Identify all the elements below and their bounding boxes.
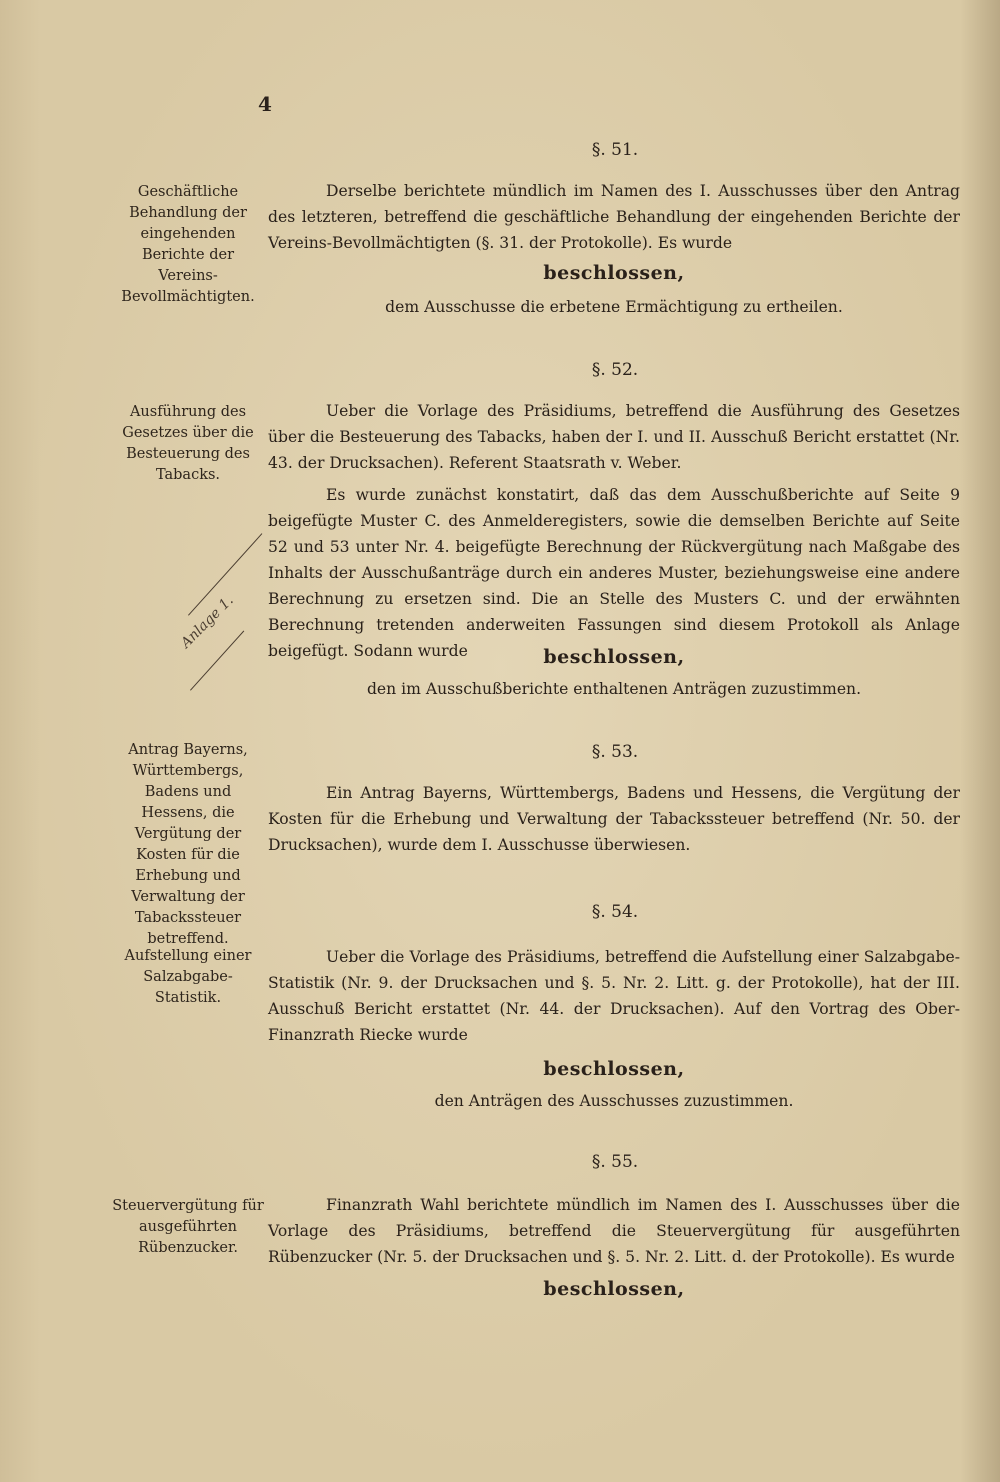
section-54-heading: §. 54. bbox=[591, 902, 639, 922]
page-number: 4 bbox=[258, 92, 272, 116]
section-51-resolution: dem Ausschusse die erbetene Ermächtigung zu ertheilen. bbox=[385, 298, 843, 316]
section-52-resolution: den im Ausschußberichte enthaltenen Anträgen zuzustimmen. bbox=[366, 680, 862, 698]
section-53-text: Ein Antrag Bayerns, Württembergs, Badens und Hessens, die Vergütung der Kosten für die Erhebung und Verwaltung der Tabackssteuer betreffend (Nr. 50. der Drucksachen), wurde dem I. Ausschusse überwiesen. bbox=[268, 784, 960, 854]
section-54-text: Ueber die Vorlage des Präsidiums, betreffend die Aufstellung einer Salzabgabe-Statistik (Nr. 9. der Drucksachen und §. 5. Nr. 2. Litt. g. der Protokolle), hat der III. Ausschuß Bericht erstattet (Nr. 44. der Drucksachen). Auf den Vortrag des Ober-Finanzrath Riecke wurde bbox=[268, 948, 960, 1044]
section-54-margin-note: Aufstellung einer Salzabgabe-Statistik. bbox=[124, 948, 252, 1006]
section-51-text: Derselbe berichtete mündlich im Namen des I. Ausschusses über den Antrag des letzteren, betreffend die geschäftliche Behandlung der eingehenden Berichte der Vereins-Bevollmächtigten (§. 31. der Protokolle). Es wurde bbox=[268, 182, 960, 252]
section-55-heading: §. 55. bbox=[591, 1152, 639, 1172]
section-55-margin-note: Steuervergütung für ausgeführten Rübenzucker. bbox=[112, 1198, 264, 1256]
annex-stamp: Anlage 1. bbox=[178, 592, 237, 652]
section-54-resolution: den Anträgen des Ausschusses zuzustimmen. bbox=[434, 1092, 794, 1110]
section-53-margin-note: Antrag Bayerns, Württembergs, Badens und Hessens, die Vergütung der Kosten für die Erhebung und Verwaltung der Tabackssteuer betreffend. bbox=[128, 742, 248, 947]
section-55-resolved: beschlossen, bbox=[543, 1278, 685, 1300]
section-51-resolved: beschlossen, bbox=[543, 262, 685, 284]
section-55-text: Finanzrath Wahl berichtete mündlich im Namen des I. Ausschusses über die Vorlage des Präsidiums, betreffend die Steuervergütung für ausgeführten Rübenzucker (Nr. 5. der Drucksachen und §. 5. Nr. 2. Litt. d. der Protokolle). Es wurde bbox=[268, 1196, 960, 1266]
section-51-heading: §. 51. bbox=[591, 140, 639, 160]
section-54-resolved: beschlossen, bbox=[543, 1058, 685, 1080]
section-52-margin-note: Ausführung des Gesetzes über die Besteuerung des Tabacks. bbox=[122, 404, 254, 483]
section-52-heading: §. 52. bbox=[591, 360, 639, 380]
section-52-resolved: beschlossen, bbox=[543, 646, 685, 668]
section-52-text-1: Ueber die Vorlage des Präsidiums, betreffend die Ausführung des Gesetzes über die Besteuerung des Tabacks, haben der I. und II. Ausschuß Bericht erstattet (Nr. 43. der Drucksachen). Referent Staatsrath v. Weber. bbox=[268, 402, 960, 472]
section-53-heading: §. 53. bbox=[591, 742, 639, 762]
section-51-margin-note: Geschäftliche Behandlung der eingehenden Berichte der Vereins-Bevollmächtigten. bbox=[121, 184, 255, 305]
section-52-text-2: Es wurde zunächst konstatirt, daß das dem Ausschußberichte auf Seite 9 beigefügte Muster C. des Anmelderegisters, sowie die demselben Berichte auf Seite 52 und 53 unter Nr. 4. beigefügte Berechnung der Rückvergütung nach Maßgabe des Inhalts der Ausschußanträge durch ein anderes Muster, beziehungsweise eine andere Berechnung zu ersetzen sind. Die an Stelle des Musters C. und der erwähnten Berechnung tretenden anderweiten Fassungen sind diesem Protokoll als Anlage beigefügt. Sodann wurde bbox=[268, 486, 960, 660]
